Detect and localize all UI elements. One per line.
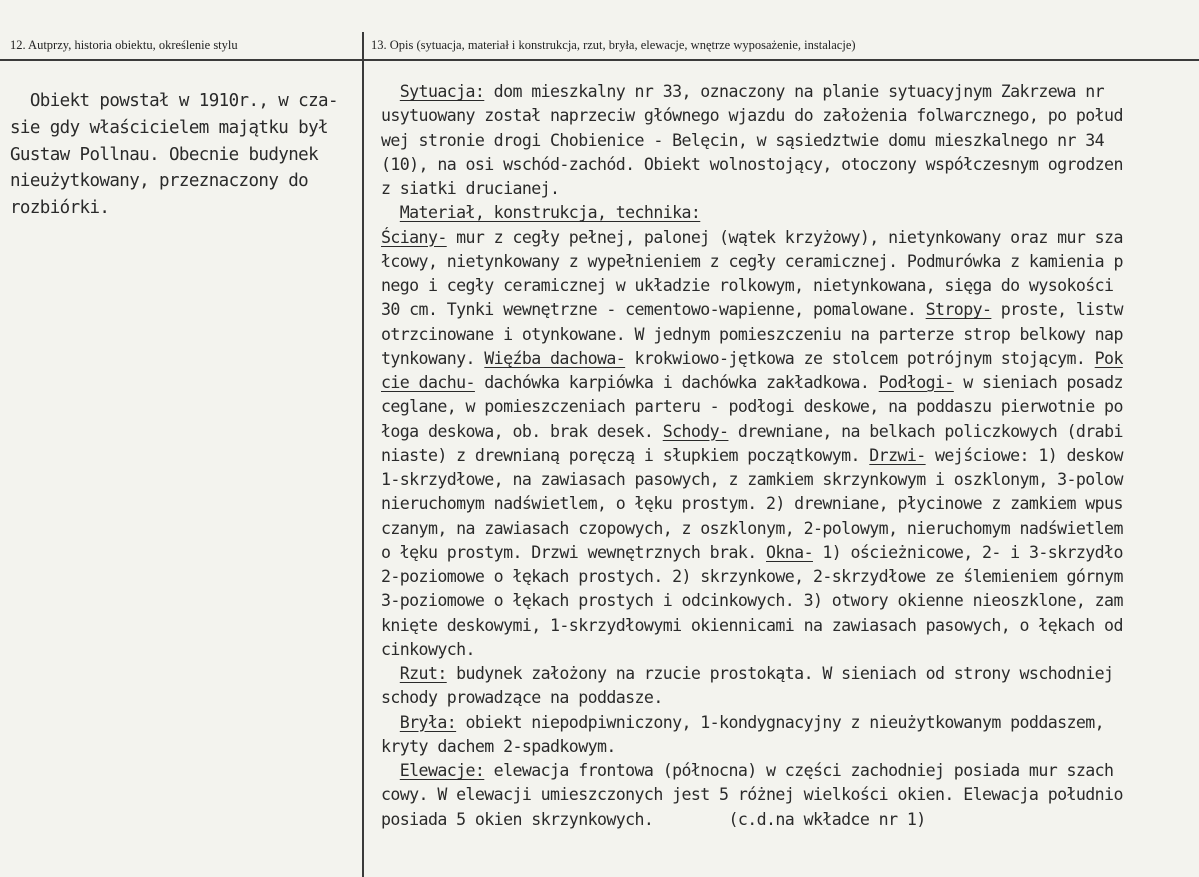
description-line — [381, 395, 1199, 419]
description-line — [381, 177, 1199, 201]
description-text — [381, 80, 1199, 832]
description-text-run — [381, 82, 400, 101]
description-line — [381, 371, 1199, 395]
description-text-run: 1-skrzydłowe, na zawiasach pasowych, z zamkiem skrzynkowym i oszklonym, 3-polow — [381, 470, 1123, 489]
description-text-run: z siatki drucianej. — [381, 179, 560, 198]
section-label: cie dachu- — [381, 373, 475, 392]
history-line: nieużytkowany, przeznaczony do — [10, 171, 309, 192]
description-text-run: krokwiowo-jętkowa ze stolcem potrójnym stojącym. — [625, 348, 1095, 368]
description-line — [381, 808, 1199, 832]
description-text-run — [381, 203, 400, 222]
description-line — [381, 589, 1199, 613]
description-text-run — [381, 761, 400, 780]
description-line — [381, 347, 1199, 371]
section-12-header: 12. Autprzy, historia obiektu, określenie stylu — [10, 38, 238, 52]
description-line — [381, 420, 1199, 444]
description-line — [381, 492, 1199, 516]
description-line — [381, 250, 1199, 274]
description-text-run: cinkowych. — [381, 639, 475, 659]
description-line — [381, 662, 1199, 686]
history-line: sie gdy właścicielem majątku był — [10, 117, 328, 138]
description-text-run: nego i cegły ceramicznej w układzie rolkowym, nietynkowana, sięga do wysokości — [381, 276, 1114, 295]
description-text-run — [381, 664, 400, 683]
section-label: Stropy- — [925, 300, 992, 320]
description-text-run: w sieniach posadz — [953, 373, 1123, 392]
section-13-header: 13. Opis (sytuacja, materiał i konstrukcja, rzut, bryła, elewacje, wnętrze wyposażenie, instalacje) — [371, 38, 856, 52]
description-line — [381, 323, 1199, 347]
description-text-run: o łęku prostym. Drzwi wewnętrznych brak. — [381, 542, 767, 562]
description-text-run: budynek założony na rzucie prostokąta. W sieniach od strony wschodniej — [446, 664, 1114, 683]
section-label: Elewacje: — [399, 761, 485, 780]
description-text-run: łcowy, nietynkowany z wypełnieniem z cegły ceramicznej. Podmurówka z kamienia p — [381, 251, 1123, 271]
description-text-run: łoga deskowa, ob. brak desek. — [381, 421, 663, 441]
description-text-run: 30 cm. Tynki wewnętrzne - cementowo-wapienne, pomalowane. — [381, 300, 926, 320]
section-label: Ściany- — [381, 227, 447, 247]
description-text-run: knięte deskowymi, 1-skrzydłowymi okiennicami na zawiasach pasowych, o łękach od — [381, 615, 1123, 635]
description-line — [381, 226, 1199, 250]
section-label: Podłogi- — [878, 373, 954, 392]
section-label: Pok — [1094, 348, 1123, 368]
description-text-run: wej stronie drogi Chobienice - Belęcin, w sąsiedztwie domu mieszkalnego nr 34 — [381, 130, 1105, 150]
description-text-run: mur z cegły pełnej, palonej (wątek krzyżowy), nietynkowany oraz mur sza — [446, 227, 1123, 247]
description-text-run: elewacja frontowa (północna) w części zachodniej posiada mur szach — [484, 761, 1114, 780]
description-text-run: ceglane, w pomieszczeniach parteru - podłogi deskowe, na poddaszu pierwotnie po — [381, 397, 1123, 417]
description-text-run: czanym, na zawiasach czopowych, z oszklonym, 2-polowym, nieruchomym nadświetlem — [381, 518, 1123, 538]
column-divider — [362, 32, 364, 877]
description-text-run: kryty dachem 2-spadkowym. — [381, 736, 616, 756]
description-text-run: dom mieszkalny nr 33, oznaczony na planie sytuacyjnym Zakrzewa nr — [484, 82, 1105, 101]
description-text-run: cowy. W elewacji umieszczonych jest 5 różnej wielkości okien. Elewacja południo — [381, 785, 1123, 805]
description-text-run: niaste) z drewnianą poręczą i słupkiem początkowym. — [381, 445, 870, 465]
section-label: Materiał, konstrukcja, technika: — [399, 203, 701, 223]
description-text-run: nieruchomym nadświetlem, o łęku prostym. 2) drewniane, płycinowe z zamkiem wpus — [381, 494, 1123, 514]
description-line — [381, 517, 1199, 541]
description-line — [381, 783, 1199, 807]
description-line — [381, 565, 1199, 589]
description-text-run: wejściowe: 1) deskow — [925, 445, 1123, 465]
section-label: Drzwi- — [869, 445, 926, 465]
description-line — [381, 759, 1199, 783]
header-divider — [0, 59, 1199, 61]
description-line — [381, 104, 1199, 128]
description-text-run: 1) ościeżnicowe, 2- i 3-skrzydło — [812, 542, 1123, 562]
description-text-run: (10), na osi wschód-zachód. Obiekt wolnostojący, otoczony współczesnym ogrodzen — [381, 154, 1123, 174]
section-label: Schody- — [662, 421, 729, 441]
section-label: Rzut: — [399, 664, 447, 683]
history-line: Gustaw Pollnau. Obecnie budynek — [10, 144, 319, 165]
section-label: Bryła: — [399, 712, 457, 732]
section-label: Więźba dachowa- — [484, 348, 626, 368]
description-line — [381, 201, 1199, 225]
description-text-run: schody prowadzące na poddasze. — [381, 688, 663, 708]
section-label: Sytuacja: — [399, 82, 485, 101]
description-line — [381, 80, 1199, 104]
description-text-run: drewniane, na belkach policzkowych (drabi — [728, 421, 1123, 441]
history-text — [10, 88, 355, 222]
history-line: rozbiórki. — [10, 198, 110, 219]
description-text-run: otrzcinowane i otynkowane. W jednym pomieszczeniu na parterze strop belkowy nap — [381, 324, 1123, 344]
section-label: Okna- — [766, 542, 813, 562]
description-text-run: obiekt niepodpiwniczony, 1-kondygnacyjny z nieużytkowanym poddaszem, — [456, 712, 1105, 732]
description-line — [381, 735, 1199, 759]
description-line — [381, 541, 1199, 565]
description-line — [381, 444, 1199, 468]
description-line — [381, 686, 1199, 710]
description-line — [381, 468, 1199, 492]
description-line — [381, 129, 1199, 153]
description-text-run: 2-poziomowe o łękach prostych. 2) skrzynkowe, 2-skrzydłowe ze ślemieniem górnym — [381, 567, 1123, 586]
description-text-run: posiada 5 okien skrzynkowych. (c.d.na wkładce nr 1) — [381, 809, 926, 829]
description-line — [381, 298, 1199, 322]
description-text-run: usytuowany został naprzeciw głównego wjazdu do założenia folwarcznego, po połud — [381, 106, 1123, 126]
description-line — [381, 614, 1199, 638]
description-line — [381, 711, 1199, 735]
description-text-run: tynkowany. — [381, 348, 485, 368]
description-text-run: 3-poziomowe o łękach prostych i odcinkowych. 3) otwory okienne nieoszklone, zam — [381, 591, 1123, 611]
description-line — [381, 153, 1199, 177]
description-line — [381, 274, 1199, 298]
description-text-run — [381, 713, 400, 732]
history-line: Obiekt powstał w 1910r., w cza- — [10, 91, 338, 111]
description-text-run: dachówka karpiówka i dachówka zakładkowa. — [474, 373, 879, 392]
description-line — [381, 638, 1199, 662]
description-text-run: proste, listw — [991, 300, 1123, 320]
